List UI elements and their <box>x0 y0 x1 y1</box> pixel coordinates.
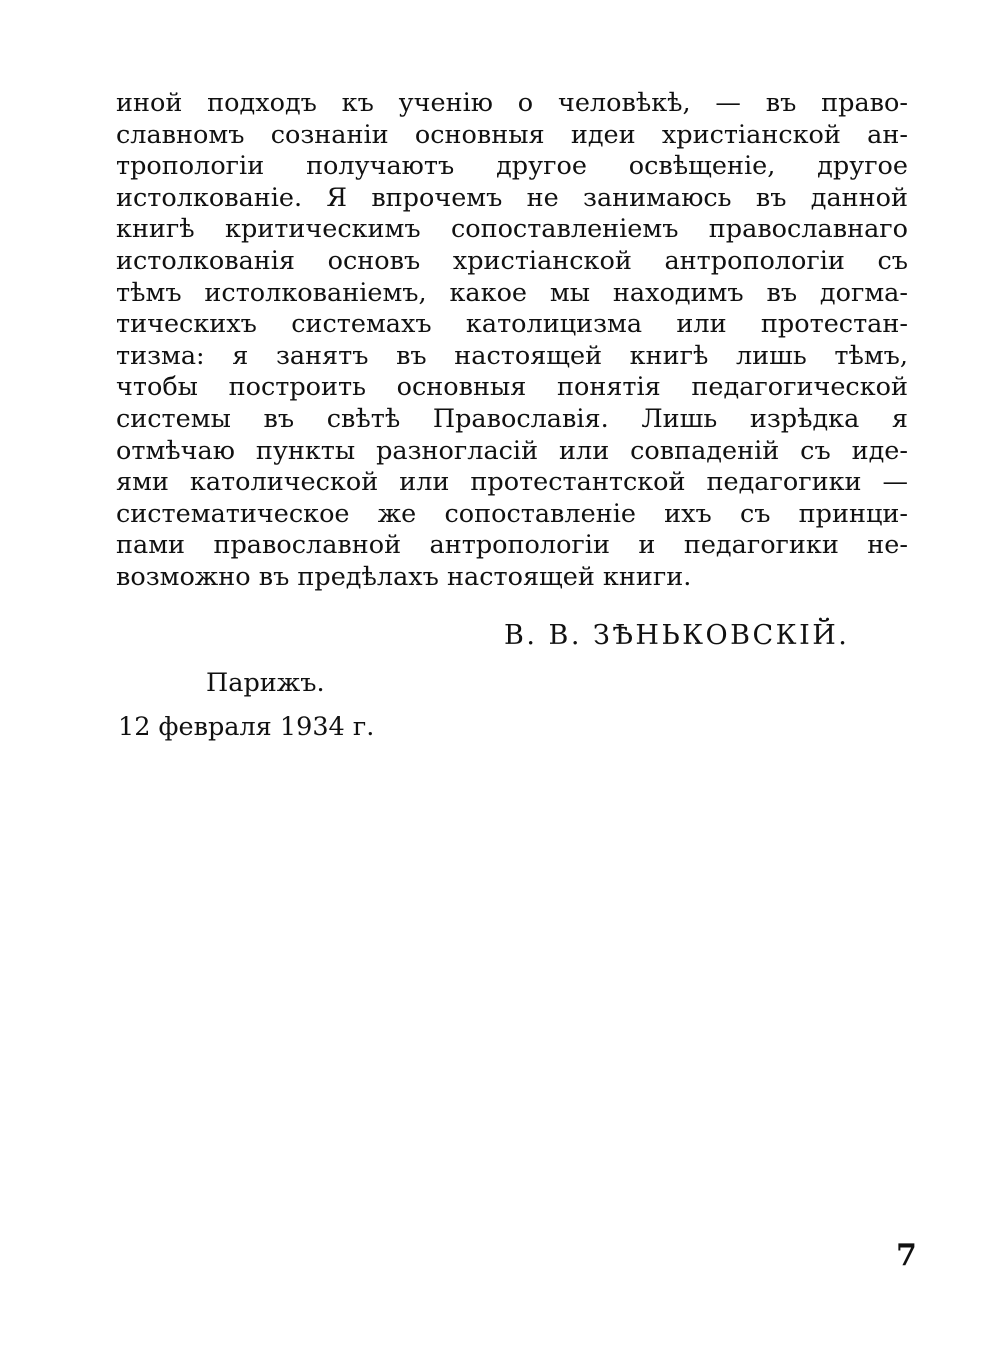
text-line: ями католической или протестантской педагогики — <box>116 467 908 498</box>
page-number: 7 <box>896 1238 917 1273</box>
text-line: истолкованiе. Я впрочемъ не занимаюсь въ данной <box>116 182 908 213</box>
text-line: отмѣчаю пункты разногласiй или совпаденiй съ иде- <box>116 435 908 466</box>
text-line: тѣмъ истолкованiемъ, какое мы находимъ въ догма- <box>116 277 908 308</box>
text-line: тизма: я занятъ въ настоящей книгѣ лишь тѣмъ, <box>116 340 908 371</box>
date-line: 12 февраля 1934 г. <box>118 712 375 742</box>
text-line: тропологiи получаютъ другое освѣщенiе, другое <box>116 151 908 182</box>
author-signature: В. В. ЗѢНЬКОВСКIЙ. <box>504 620 850 651</box>
text-line: систематическое же сопоставленiе ихъ съ принци- <box>116 498 908 529</box>
text-line: возможно въ предѣлахъ настоящей книги. <box>116 561 692 592</box>
text-line: славномъ сознанiи основныя идеи христiанской ан- <box>116 119 908 150</box>
place-line: Парижъ. <box>206 668 325 698</box>
body-paragraph <box>116 88 908 594</box>
text-line: тическихъ системахъ католицизма или протестан- <box>116 309 908 340</box>
text-line: чтобы построить основныя понятiя педагогической <box>116 372 908 403</box>
text-line: иной подходъ къ ученiю о человѣкѣ, — въ право- <box>116 88 908 118</box>
text-line: книгѣ критическимъ сопоставленiемъ православнаго <box>116 214 908 245</box>
text-line: системы въ свѣтѣ Православiя. Лишь изрѣдка я <box>116 403 908 434</box>
text-line: истолкованiя основъ христiанской антропологiи съ <box>116 245 908 276</box>
text-line: пами православной антропологiи и педагогики не- <box>116 530 908 561</box>
